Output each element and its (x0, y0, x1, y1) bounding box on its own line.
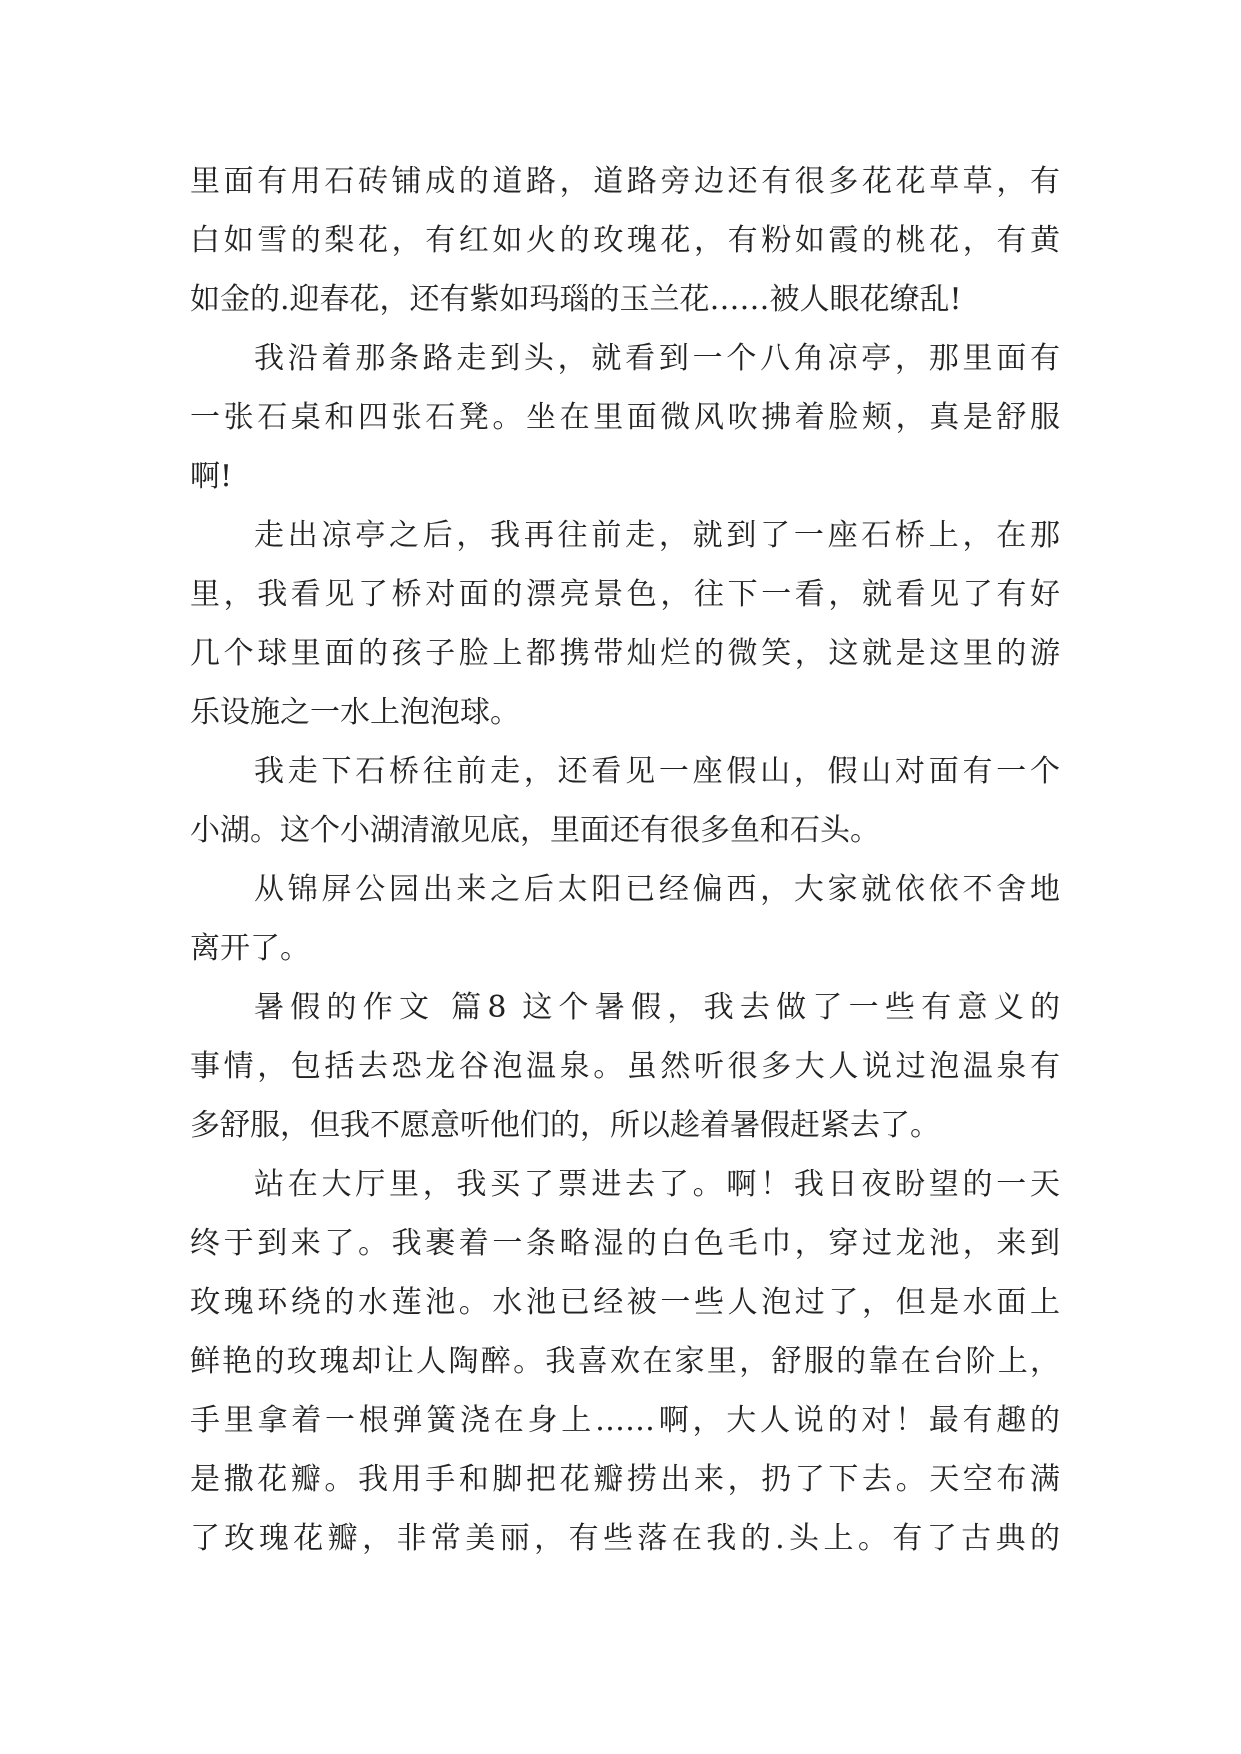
essay-body (190, 152, 1060, 1568)
text-line: 小湖。这个小湖清澈见底，里面还有很多鱼和石头。 (190, 813, 880, 848)
text-line: 玫瑰环绕的水莲池。水池已经被一些人泡过了，但是水面上 (190, 1285, 1060, 1320)
text-line: 里面有用石砖铺成的道路，道路旁边还有很多花花草草，有 (190, 164, 1060, 199)
section-heading-line: 暑假的作文 篇8 这个暑假，我去做了一些有意义的 (254, 990, 1060, 1025)
paragraph-start-line: 从锦屏公园出来之后太阳已经偏西，大家就依依不舍地 (254, 872, 1060, 907)
paragraph-start-line: 我走下石桥往前走，还看见一座假山，假山对面有一个 (254, 754, 1060, 789)
text-line: 一张石桌和四张石凳。坐在里面微风吹拂着脸颊，真是舒服 (190, 400, 1060, 435)
text-line: 里，我看见了桥对面的漂亮景色，往下一看，就看见了有好 (190, 577, 1060, 612)
paragraph-start-line: 站在大厅里，我买了票进去了。啊！我日夜盼望的一天 (254, 1167, 1060, 1202)
text-line: 离开了。 (190, 931, 310, 966)
text-line: 鲜艳的玫瑰却让人陶醉。我喜欢在家里，舒服的靠在台阶上， (190, 1344, 1060, 1379)
text-line: 如金的.迎春花，还有紫如玛瑙的玉兰花……被人眼花缭乱! (190, 282, 962, 317)
paragraph-start-line: 走出凉亭之后，我再往前走，就到了一座石桥上，在那 (254, 518, 1060, 553)
text-line: 多舒服，但我不愿意听他们的，所以趁着暑假赶紧去了。 (190, 1108, 940, 1143)
text-line: 乐设施之一水上泡泡球。 (190, 695, 520, 730)
text-line: 事情，包括去恐龙谷泡温泉。虽然听很多大人说过泡温泉有 (190, 1049, 1060, 1084)
text-line: 啊! (190, 459, 233, 494)
text-line: 白如雪的梨花，有红如火的玫瑰花，有粉如霞的桃花，有黄 (190, 223, 1060, 258)
text-line: 手里拿着一根弹簧浇在身上……啊，大人说的对！最有趣的 (190, 1403, 1060, 1438)
text-line: 终于到来了。我裹着一条略湿的白色毛巾，穿过龙池，来到 (190, 1226, 1060, 1261)
text-line: 了玫瑰花瓣，非常美丽，有些落在我的.头上。有了古典的 (190, 1521, 1060, 1556)
paragraph-start-line: 我沿着那条路走到头，就看到一个八角凉亭，那里面有 (254, 341, 1060, 376)
text-line: 是撒花瓣。我用手和脚把花瓣捞出来，扔了下去。天空布满 (190, 1462, 1060, 1497)
text-line: 几个球里面的孩子脸上都携带灿烂的微笑，这就是这里的游 (190, 636, 1060, 671)
